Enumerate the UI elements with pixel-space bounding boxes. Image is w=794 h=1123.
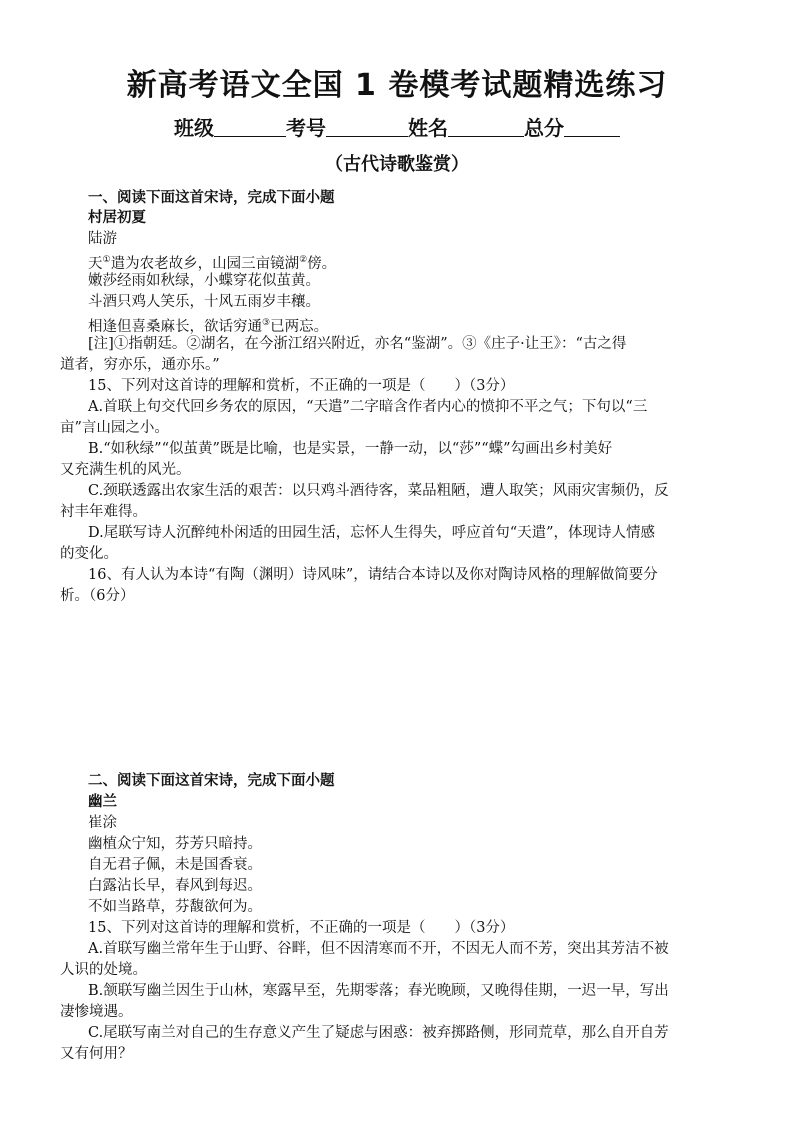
section1-note: [注]①指朝廷。②湖名，在今浙江绍兴附近，亦名“鉴湖”。③《庄子·让王》：“古之得 [88, 336, 627, 352]
section2-heading: 二、阅读下面这首宋诗，完成下面小题 [88, 773, 335, 789]
section1-option-a-cont: 亩”言山园之小。 [60, 420, 169, 436]
section2-author: 崔涂 [88, 815, 117, 831]
student-info-line [0, 112, 794, 141]
exam-no-label: 考号 [286, 116, 326, 140]
section1-poem-title: 村居初夏 [88, 210, 146, 226]
section1-option-c-cont: 衬丰年难得。 [60, 504, 147, 520]
class-blank[interactable] [214, 118, 286, 137]
section1-poem-line-1: 天①遣为农老故乡，山园三亩镜湖②傍。 [88, 255, 337, 272]
section1-option-b: B.“如秋绿”“似茧黄”既是比喻，也是实景，一静一动，以“莎”“蝶”勾画出乡村美好 [88, 441, 613, 457]
section1-heading: 一、阅读下面这首宋诗，完成下面小题 [88, 190, 335, 206]
section1-option-d-cont: 的变化。 [60, 546, 118, 562]
section1-note-cont: 道者，穷亦乐，通亦乐。” [60, 357, 220, 373]
section2-option-b-cont: 凄惨境遇。 [60, 1004, 133, 1020]
score-label: 总分 [524, 116, 564, 140]
score-blank[interactable] [564, 118, 620, 137]
section1-poem-line-2: 嫩莎经雨如秋绿，小蝶穿花似茧黄。 [88, 273, 320, 289]
section1-option-d: D.尾联写诗人沉醉纯朴闲适的田园生活，忘怀人生得失，呼应首句“天遣”，体现诗人情感 [88, 525, 656, 541]
section2-option-c-cont: 又有何用？ [60, 1046, 133, 1062]
section1-author: 陆游 [88, 231, 117, 247]
section1-option-c: C.颈联透露出农家生活的艰苦：以只鸡斗酒待客，菜品粗陋，遭人取笑；风雨灾害频仍，反 [88, 483, 669, 499]
name-blank[interactable] [448, 118, 524, 137]
page-title: 新高考语文全国 1 卷模考试题精选练习 [126, 68, 668, 103]
section2-poem-line-2: 自无君子佩，未是国香衰。 [88, 857, 262, 873]
class-label: 班级 [174, 116, 214, 140]
section1-question-15: 15、下列对这首诗的理解和赏析，不正确的一项是（ ）（3分） [88, 378, 515, 394]
name-label: 姓名 [408, 116, 448, 140]
section2-option-a-cont: 人识的处境。 [60, 962, 147, 978]
section2-poem-line-4: 不如当路草，芬馥欲何为。 [88, 899, 262, 915]
section2-poem-title: 幽兰 [88, 794, 117, 810]
section1-question-16: 16、有人认为本诗“有陶（渊明）诗风味”，请结合本诗以及你对陶诗风格的理解做简要分 [88, 567, 658, 583]
exam-no-blank[interactable] [326, 118, 408, 137]
section2-option-b: B.颔联写幽兰因生于山林，寒露早至，先期零落；春光晚顾，又晚得佳期，一迟一早，写出 [88, 983, 669, 999]
section2-option-a: A.首联写幽兰常年生于山野、谷畔，但不因清寒而不开，不因无人而不芳，突出其芳洁不被 [88, 941, 669, 957]
section1-question-16-cont: 析。（6分） [60, 588, 135, 604]
section2-poem-line-1: 幽植众宁知，芬芳只暗持。 [88, 836, 262, 852]
section2-question-15: 15、下列对这首诗的理解和赏析，不正确的一项是（ ）（3分） [88, 920, 515, 936]
section1-option-a: A.首联上句交代回乡务农的原因，“天遣”二字暗含作者内心的愤抑不平之气；下句以“三 [88, 399, 648, 415]
section2-option-c: C.尾联写南兰对自己的生存意义产生了疑虑与困惑：被弃掷路侧，形同荒草，那么自开自芳 [88, 1025, 669, 1041]
section1-poem-line-4: 相逢但喜桑麻长，欲话穷通③已两忘。 [88, 318, 329, 335]
section1-option-b-cont: 又充满生机的风光。 [60, 462, 191, 478]
section-subtitle: （古代诗歌鉴赏） [325, 154, 469, 175]
section2-poem-line-3: 白露沾长早，春风到每迟。 [88, 878, 262, 894]
section1-poem-line-3: 斗酒只鸡人笑乐，十风五雨岁丰穰。 [88, 294, 320, 310]
